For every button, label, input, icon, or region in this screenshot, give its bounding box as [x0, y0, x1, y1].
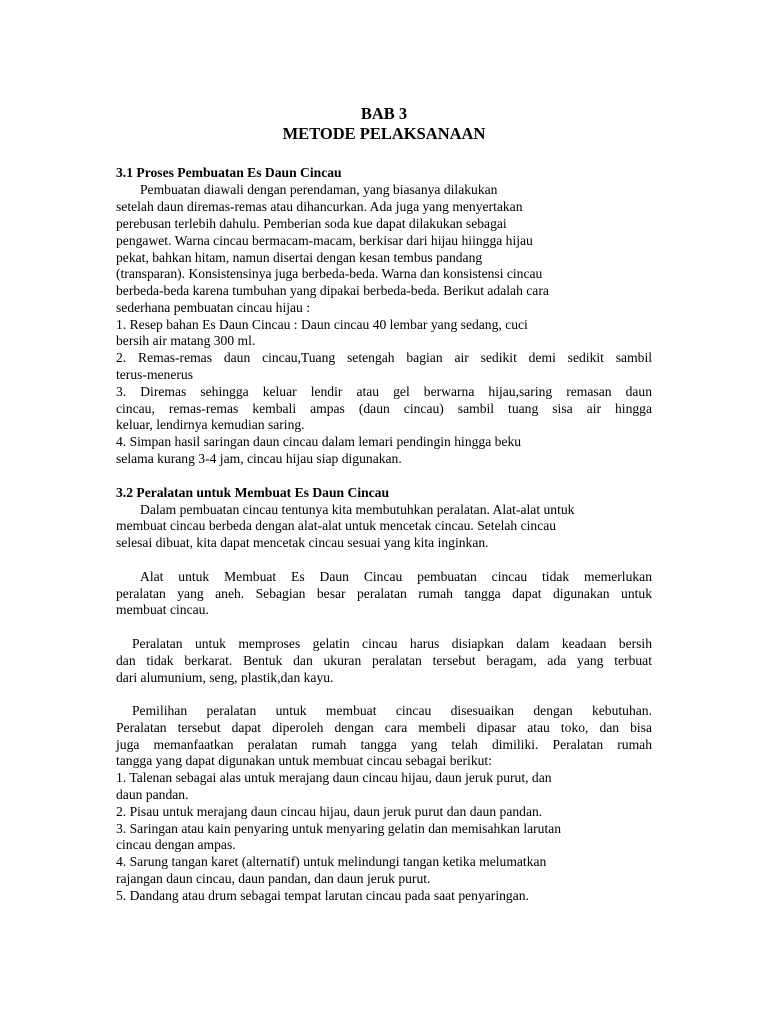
paragraph-line: membuat cincau.: [116, 602, 209, 617]
list-item-line: 1. Resep bahan Es Daun Cincau : Daun cincau 40 lembar yang sedang, cuci: [116, 317, 528, 332]
paragraph-line: Dalam pembuatan cincau tentunya kita membutuhkan peralatan. Alat-alat untuk: [140, 502, 575, 517]
paragraph-line: setelah daun diremas-remas atau dihancurkan. Ada juga yang menyertakan: [116, 199, 523, 214]
paragraph-line: dan tidak berkarat. Bentuk dan ukuran peralatan tersebut beragam, ada yang terbuat: [116, 653, 652, 668]
list-item-line: 4. Sarung tangan karet (alternatif) untuk melindungi tangan ketika melumatkan: [116, 854, 547, 869]
list-item-line: 3. Saringan atau kain penyaring untuk menyaring gelatin dan memisahkan larutan: [116, 821, 562, 836]
list-item-line: 4. Simpan hasil saringan daun cincau dalam lemari pendingin hingga beku: [116, 434, 522, 449]
list-item-line: 3. Diremas sehingga keluar lendir atau gel berwarna hijau,saring remasan daun: [116, 384, 652, 399]
list-item-line: 5. Dandang atau drum sebagai tempat larutan cincau pada saat penyaringan.: [116, 888, 529, 903]
paragraph-line: selesai dibuat, kita dapat mencetak cincau sesuai yang kita inginkan.: [116, 535, 489, 550]
list-item-line: terus-menerus: [116, 367, 194, 382]
list-item-line: daun pandan.: [116, 787, 189, 802]
paragraph-line: Peralatan tersebut dapat diperoleh dengan cara membeli dipasar atau toko, dan bisa: [116, 720, 652, 735]
list-item-line: rajangan daun cincau, daun pandan, dan daun jeruk purut.: [116, 871, 431, 886]
paragraph-line: perebusan terlebih dahulu. Pemberian soda kue dapat dilakukan sebagai: [116, 216, 507, 231]
paragraph-line: tangga yang dapat digunakan untuk membuat cincau sebagai berikut:: [116, 753, 492, 768]
section-heading-3-1: 3.1 Proses Pembuatan Es Daun Cincau: [116, 165, 342, 180]
list-item-line: 2. Remas-remas daun cincau,Tuang setengah bagian air sedikit demi sedikit sambil: [116, 350, 652, 365]
list-item-line: bersih air matang 300 ml.: [116, 333, 256, 348]
paragraph-line: (transparan). Konsistensinya juga berbeda-beda. Warna dan konsistensi cincau: [116, 266, 543, 281]
paragraph-line: pengawet. Warna cincau bermacam-macam, berkisar dari hijau hiingga hijau: [116, 233, 533, 248]
paragraph-line: berbeda-beda karena tumbuhan yang dipakai berbeda-beda. Berikut adalah cara: [116, 283, 549, 298]
paragraph-line: sederhana pembuatan cincau hijau :: [116, 300, 311, 315]
list-item-line: keluar, lendirnya kemudian saring.: [116, 417, 305, 432]
paragraph-line: juga memanfaatkan peralatan rumah tangga yang telah dimiliki. Peralatan rumah: [116, 737, 652, 752]
chapter-number: BAB 3: [360, 104, 408, 123]
paragraph-line: Alat untuk Membuat Es Daun Cincau pembuatan cincau tidak memerlukan: [140, 569, 652, 584]
chapter-title: METODE PELAKSANAAN: [282, 124, 486, 143]
paragraph-line: dari alumunium, seng, plastik,dan kayu.: [116, 670, 334, 685]
paragraph-line: Peralatan untuk memproses gelatin cincau harus disiapkan dalam keadaan bersih: [132, 636, 652, 651]
list-item-line: cincau, remas-remas kembali ampas (daun cincau) sambil tuang sisa air hingga: [116, 401, 652, 416]
paragraph-line: membuat cincau berbeda dengan alat-alat untuk mencetak cincau. Setelah cincau: [116, 518, 557, 533]
list-item-line: 1. Talenan sebagai alas untuk merajang daun cincau hijau, daun jeruk purut, dan: [116, 770, 552, 785]
paragraph-line: Pembuatan diawali dengan perendaman, yang biasanya dilakukan: [140, 182, 498, 197]
section-heading-3-2: 3.2 Peralatan untuk Membuat Es Daun Cincau: [116, 485, 390, 500]
list-item-line: selama kurang 3-4 jam, cincau hijau siap digunakan.: [116, 451, 402, 466]
list-item-line: 2. Pisau untuk merajang daun cincau hijau, daun jeruk purut dan daun pandan.: [116, 804, 543, 819]
paragraph-line: peralatan yang aneh. Sebagian besar peralatan rumah tangga dapat digunakan untuk: [116, 586, 652, 601]
list-item-line: cincau dengan ampas.: [116, 837, 236, 852]
paragraph-line: Pemilihan peralatan untuk membuat cincau disesuaikan dengan kebutuhan.: [132, 703, 652, 718]
paragraph-line: pekat, bahkan hitam, namun disertai dengan kesan tembus pandang: [116, 250, 483, 265]
